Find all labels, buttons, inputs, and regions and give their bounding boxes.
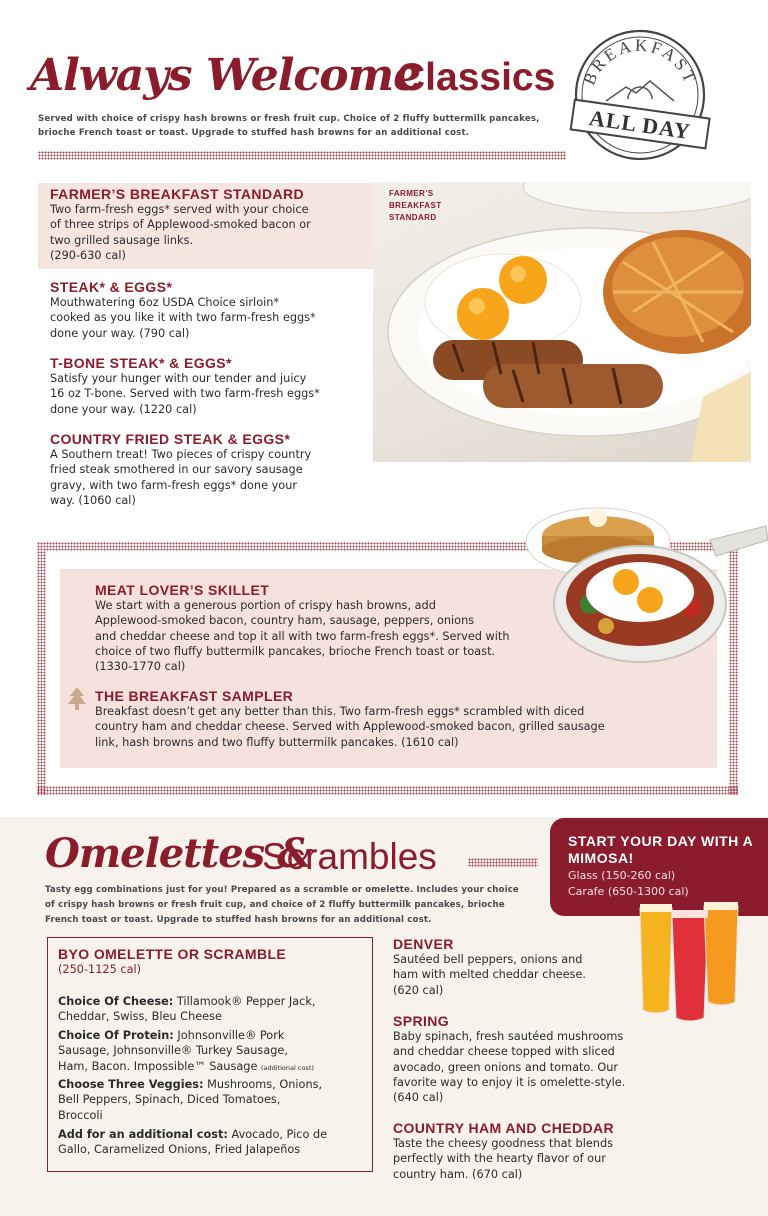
- menu-item-description: (1330-1770 cal): [95, 660, 186, 674]
- omelettes-title-script: Omelettes &: [45, 830, 313, 877]
- menu-item-title: FARMER’S BREAKFAST STANDARD: [50, 186, 304, 202]
- omelettes-title-sans: Scrambles: [262, 836, 437, 877]
- menu-item-description: perfectly with the hearty flavor of our: [393, 1152, 606, 1166]
- menu-item-description: done your way. (790 cal): [50, 326, 190, 340]
- mimosa-glass: Glass (150-260 cal): [568, 869, 676, 882]
- byo-add-ons: Add for an additional cost: Avocado, Pico de Gallo, Caramelized Onions, Fried Jalapeños: [58, 1128, 328, 1157]
- menu-item: [393, 936, 683, 998]
- menu-item-description: country ham and cheddar cheese. Served with Applewood-smoked bacon, grilled sausage: [95, 720, 605, 734]
- menu-item-title: MEAT LOVER’S SKILLET: [95, 582, 270, 598]
- menu-item-description: Sautéed bell peppers, onions and: [393, 953, 583, 966]
- menu-item-description: (640 cal): [393, 1091, 444, 1105]
- breakfast-plate-illustration: [373, 182, 751, 462]
- omelettes-intro: Tasty egg combinations just for you! Prepared as a scramble or omelette. Includes your choice of crispy hash browns or fresh fruit cup, and choice of 2 fluffy buttermilk pancakes, brioche French toast or toast. Upgrade to stuffed hash browns for an additional cost.: [45, 885, 519, 925]
- byo-title: BYO OMELETTE OR SCRAMBLE: [58, 946, 287, 962]
- menu-item-description: choice of two fluffy buttermilk pancakes, brioche French toast or toast.: [95, 644, 496, 658]
- menu-item: [50, 431, 370, 508]
- menu-item-description: ham with melted cheddar cheese.: [393, 968, 586, 982]
- menu-item-title: COUNTRY FRIED STEAK & EGGS*: [50, 431, 291, 447]
- farmers-breakfast-photo: [373, 182, 751, 462]
- menu-item-description: way. (1060 cal): [50, 493, 136, 507]
- menu-item-description: and cheddar cheese topped with sliced: [393, 1045, 615, 1059]
- photo-caption: FARMER’S BREAKFAST STANDARD: [389, 189, 442, 222]
- menu-item-description: gravy, with two farm-fresh eggs* done your: [50, 478, 298, 492]
- menu-item-description: Satisfy your hunger with our tender and juicy: [50, 372, 307, 385]
- menu-item-description: (290-630 cal): [50, 248, 126, 262]
- menu-item-description: Two farm-fresh eggs* served with your choice: [50, 203, 309, 216]
- menu-item-description: Breakfast doesn’t get any better than this. Two farm-fresh eggs* scrambled with diced: [95, 705, 585, 718]
- menu-item-description: link, hash browns and two fluffy buttermilk pancakes. (1610 cal): [95, 735, 459, 749]
- mimosa-title: START YOUR DAY WITH A MIMOSA!: [568, 833, 753, 866]
- badge-top-text: BREAKFAST: [579, 35, 701, 88]
- menu-item-description: (620 cal): [393, 983, 444, 997]
- menu-item-description: fried steak smothered in our savory sausage: [50, 463, 303, 477]
- menu-item-description: Taste the cheesy goodness that blends: [393, 1137, 614, 1150]
- menu-item-description: favorite way to enjoy it is omelette-style.: [393, 1075, 626, 1089]
- badge-bottom-text: ALL DAY: [587, 105, 693, 144]
- skillet-photo: [510, 500, 768, 670]
- menu-item-description: A Southern treat! Two pieces of crispy country: [50, 448, 312, 461]
- menu-item-description: done your way. (1220 cal): [50, 402, 197, 416]
- byo-cheese: Choice Of Cheese: Tillamook® Pepper Jack, Cheddar, Swiss, Bleu Cheese: [58, 995, 316, 1024]
- section-title-script: Always Welcome: [30, 50, 421, 101]
- byo-calories: (250-1125 cal): [58, 963, 142, 976]
- menu-item-description: two grilled sausage links.: [50, 233, 194, 247]
- menu-item-description: of three strips of Applewood-smoked bacon or: [50, 218, 311, 232]
- mimosa-carafe: Carafe (650-1300 cal): [568, 885, 689, 898]
- menu-item-title: DENVER: [393, 936, 454, 952]
- menu-item-description: We start with a generous portion of crispy hash browns, add: [95, 599, 436, 612]
- breakfast-all-day-badge: [566, 25, 714, 163]
- fried-eggs: [425, 254, 581, 350]
- menu-item: [50, 186, 370, 263]
- dotted-divider: [38, 151, 566, 160]
- menu-item-description: cooked as you like it with two farm-fresh eggs*: [50, 311, 316, 325]
- section-intro: Served with choice of crispy hash browns or fresh fruit cup. Choice of 2 fluffy buttermilk pancakes, brioche French toast or toast. Upgrade to stuffed hash browns for an additional cost.: [38, 114, 540, 138]
- skillet-handle: [710, 526, 768, 556]
- menu-item-title: SPRING: [393, 1013, 450, 1029]
- pine-tree-icon: [66, 686, 88, 712]
- menu-item-description: country ham. (670 cal): [393, 1167, 523, 1181]
- menu-item-description: 16 oz T-bone. Served with two farm-fresh eggs*: [50, 387, 320, 401]
- menu-item-title: COUNTRY HAM AND CHEDDAR: [393, 1120, 615, 1136]
- menu-item: [393, 1013, 683, 1105]
- byo-omelette-box: [47, 937, 373, 1172]
- menu-item: [95, 688, 695, 750]
- dotted-divider: [468, 858, 538, 867]
- menu-item-title: T-BONE STEAK* & EGGS*: [50, 355, 232, 371]
- menu-item-description: and cheddar cheese and top it all with two farm-fresh eggs*. Served with: [95, 629, 510, 643]
- menu-item-title: STEAK* & EGGS*: [50, 279, 173, 295]
- menu-item-description: Baby spinach, fresh sautéed mushrooms: [393, 1030, 624, 1043]
- byo-veggies: Choose Three Veggies: Mushrooms, Onions, Bell Peppers, Spinach, Diced Tomatoes, Broccoli: [58, 1078, 323, 1122]
- byo-protein: Choice Of Protein: Johnsonville® Pork Sausage, Johnsonville® Turkey Sausage, Ham, Bacon. Impossible™ Sausage (additional cost): [58, 1029, 314, 1073]
- menu-item-title: THE BREAKFAST SAMPLER: [95, 688, 294, 704]
- menu-item: [50, 355, 370, 417]
- menu-item-description: Mouthwatering 6oz USDA Choice sirloin*: [50, 296, 280, 309]
- menu-item: [393, 1120, 683, 1182]
- menu-item-description: Applewood-smoked bacon, country ham, sausage, peppers, onions: [95, 614, 475, 628]
- menu-item: [50, 279, 370, 341]
- menu-item-description: avocado, green onions and tomato. Our: [393, 1060, 619, 1074]
- section-title-sans: Classics: [397, 56, 556, 99]
